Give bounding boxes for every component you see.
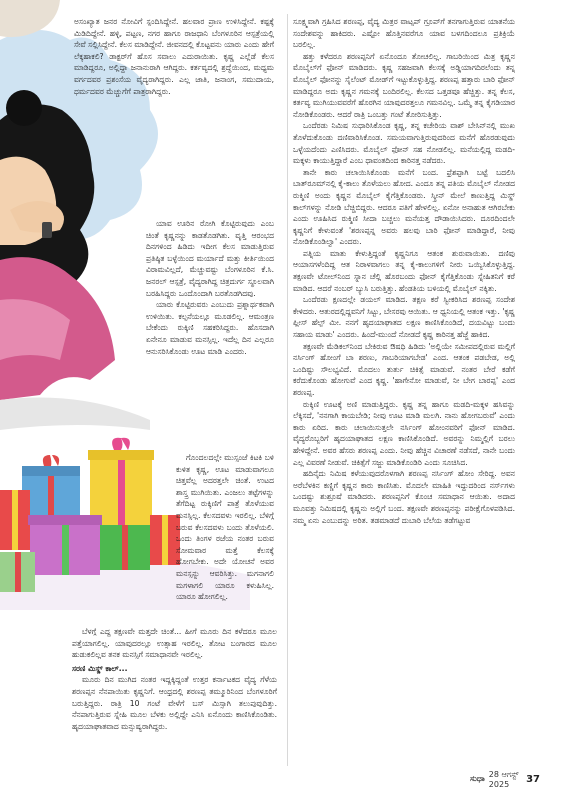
paragraph: ಯಾವ ಊರಿನ ರೋಗಿ ಕೊಟ್ಟಿರುವುದು ಎಂಬ ಚಿಂತೆ ಕೃಷ್ಣನನ್ನು ಕಾಡತೊಡಗಿತು. ವೃತ್ತಿ ಆರಂಭದ ದಿನಗಳಿಂದ ಹಿಡಿದು ಇದೀಗ ಕೆಲಸ ಮಾಡುತ್ತಿರುವ ಪ್ರತಿಷ್ಠಿತ ಬಳ್ಳೆಯಿಂದ ಮರ್ಯಾದೆ ಮತ್ತು ಕೀರ್ತಿಯಿಂದ ವಿರಾಮವಿಲ್ಲದೆ, ಮೆಚ್ಚುವಷ್ಟು ಬೆಂಗಳೂರಿನ ಕೆ.ಸಿ. ಜನರಲ್ ಆಸ್ಪತ್ರೆ, ವೈದ್ಯರಾಗಿದ್ದ ಚಿತ್ರದುರ್ಗ ಸ್ಥೂಲವಾಗಿ ಬರಹಿಸಿದ್ದರು ಒಂದೊಂದಾಗಿ ಬರತೊಡಗಿದವು. [146, 219, 274, 298]
left-column-bottom [72, 626, 277, 732]
page-footer [470, 769, 540, 789]
paragraph: ಹತ್ತು ಕಳೆದರೂ ಶರಣಪ್ಪನಿಗೆ ಏನೊಂದೂ ತೋಚಲಿಲ್ಲ. ಗಾಬರಿಯಿಂದ ಮಿತ್ರ ಕೃಷ್ಣನ ಮೊಬೈಲ್‌ಗೆ ಫೋನ್ ಮಾಡಿದರು. ಕೃಷ್ಣ ಸಹಜವಾಗಿ ಕೆಲಸಕ್ಕೆ ಅಡ್ಡಿಯಾಗದಿರಲೆಂದು ತನ್ನ ಮೊಬೈಲ್ ಫೋನನ್ನು ಸೈಲೆಂಟ್ ಮೋಡ್‌ಗೆ ಇಟ್ಟುಕೊಳ್ಳುತ್ತಿದ್ದ. ಶರಣಪ್ಪ ಹತ್ತಾರು ಬಾರಿ ಫೋನ್ ಮಾಡಿದ್ದರೂ ಅದು ಕೃಷ್ಣನ ಗಮನಕ್ಕೆ ಬಂದಿರಲಿಲ್ಲ. ಕೆಲಸದ ಒತ್ತಡವೂ ಹೆಚ್ಚಿತ್ತು. ತನ್ನ ಕೆಲಸ, ಕರ್ತವ್ಯ ಮುಗಿಯುವವರೆಗೆ ಹೊರಗಿನ ಯಾವುದರತ್ತಲೂ ಗಮನವಿಲ್ಲ. ಒಮ್ಮೆ ತನ್ನ ಕೈಗಡಿಯಾರ ನೋಡಿಕೊಂಡರು. ಆದರೆ ರಾತ್ರಿ ಒಂಬತ್ತು ಗಂಟೆ ತೋರಿಸುತ್ತಿತ್ತು. [293, 51, 515, 119]
man-figure [0, 0, 60, 37]
paragraph: ತಾನೇ ಕಾರು ಚಲಾಯಿಸಿಕೊಂಡು ಮನೆಗೆ ಬಂದ. ಫ್ರೆಶಪ್ಪಾಗಿ ಬಟ್ಟೆ ಬದಲಿಸಿ ಬಾತ್‌ರೂಮ್‌ನಲ್ಲಿ ಕೈ-ಕಾಲು ತೊಳೆಯಲು ಹೋದ. ಎಂದೂ ತನ್ನ ಪತಿಯ ಮೊಬೈಲ್ ನೋಡದ ರುಕ್ಮಿಣಿ ಅಂದು ಕೃಷ್ಣನ ಮೊಬೈಲ್ ಕೈಗೆತ್ತಿಕೊಂಡರು. ಸ್ಕ್ರೀನ್ ಮೇಲೆ ಕಾಣುತ್ತಿದ್ದ ಮಿಸ್ಡ್ ಕಾಲ್‌ಗಳನ್ನು ನೋಡಿ ಬೆಚ್ಚಿಬಿದ್ದರು. ಆದರೂ ಪತಿಗೆ ಹೇಳಲಿಲ್ಲ. ಏನೋ ಅನಾಹುತ ಆಗಿರಬೇಕು ಎಂದು ಊಹಿಸಿದ ರುಕ್ಮಿಣಿ ಸೀದಾ ಬಚ್ಚಲು ಮನೆಯತ್ತ ದೌಡಾಯಿಸಿದರು. ದೂರದಿಂದಲೇ ಕೃಷ್ಣನಿಗೆ ಕೇಳುವಂತೆ 'ಶರಣಪ್ಪನ್ನ ಅವರು ಹಲವು ಬಾರಿ ಫೋನ್ ಮಾಡಿದ್ದಾರೆ, ನೀವು ನೋಡಿಕೊಂಡಿಲ್ವಾ' ಎಂದರು. [293, 167, 515, 247]
left-column-lower [176, 452, 274, 603]
section-subheading: ಸರಣಿ ಮಿಸ್ಡ್ ಕಾಲ್... [72, 663, 128, 673]
paragraph: ಮೂರು ದಿನ ಮುಗಿದ ನಂತರ ಇದ್ದಕ್ಕಿದ್ದಂತೆ ಉತ್ತರ ಕರ್ನಾಟಕದ ವೈದ್ಯ ಗೆಳೆಯ ಶರಣಪ್ಪನ ನೆನಪಾಯಿತು ಕೃಷ್ಣನಿಗೆ. ಆಂಧ್ರದಲ್ಲಿ ಶರಣಪ್ಪ ತಮ್ಮೂರಿನಿಂದ ಬೆಂಗಳೂರಿಗೆ ಬರುತ್ತಿದ್ದರು. ರಾತ್ರಿ 10 ಗಂಟೆ ವೇಳೆಗೆ ಬಸ್ ಮಿಸ್ಸಾಗಿ ತಲುಪುವುದಿತ್ತು. ನೆನಪಾಗುತ್ತಿರುವ ಸ್ನೇಹಿ ಮೂಲ ಬೆಳಕು ಅಲ್ಲಿದ್ದೇ ಎನಿಸಿ ಏನೊಂದು ಕಾಣಿಸಿಕೊಂಡಿತು. ಹೃದಯಾಘಾತವಾದ ಮನ್ಸುಷ್ಯರಾಗಿದ್ದರು. [72, 675, 277, 731]
paragraph: ಒಂದೆರಡು ಕ್ಷಣದಲ್ಲೇ ಡಯಲ್ ಮಾಡಿದ. ತಕ್ಷಣ ಕರೆ ಸ್ವೀಕರಿಸಿದ ಶರಣಪ್ಪ ಸಂದೇಶ ಕೇಳಿದರು. ಆತುರದಲ್ಲಿದ್ದವನಿಗೆ ಸಿಟ್ಟು, ಬೇಸರವು ಆಯಿತು. ಆ ಧ್ವನಿಯಲ್ಲಿ ಆತಂಕ ಇತ್ತು. 'ಕೃಷ್ಣ ಪ್ಲೀಸ್ ಹೆಲ್ಪ್ ಮೀ. ನನಗೆ ಹೃದಯಾಘಾತದ ಲಕ್ಷಣ ಕಾಣಿಸಿಕೊಂಡಿದೆ, ದಯವಿಟ್ಟು ಬಂದು ಸಹಾಯ ಮಾಡು' ಎಂದರು. ಹಿಂದೆ-ಮುಂದೆ ನೋಡದೆ ಕೃಷ್ಣ ಕಾರಿನತ್ತ ಹೆಜ್ಜೆ ಹಾಕಿದ. [293, 295, 515, 340]
left-column-top [74, 16, 274, 97]
paragraph: ಗೊಂದಲದಲ್ಲೇ ಮುಸ್ಸಂಜೆ ಕಿಟಕಿ ಬಳಿ ಕುಳಿತ ಕೃಷ್ಣ, ಊಟ ಮಾಡುವಾಗಲೂ ಚಿತ್ತವೆಲ್ಲ ಅದರತ್ತಲೇ ಚಿಂತೆ. ಉಟದ ಶಾಸ್ತ್ರ ಮುಗಿಯಿತು. ಎಂಜಲು ತಟ್ಟೆಗಳನ್ನು ತೆಗೆದಿಟ್ಟ ರುಕ್ಕಿಣಿಗೆ ಪಾತ್ರೆ ತೊಳೆಯುವ ಮನಸ್ಸಿಲ್ಲ. ಕೆಲಸದವಳು ಇರಲಿಲ್ಲ. ಬೆಳಿಗ್ಗೆ ಬರುವ ಕೆಲಸದವಳು ಬಂದು ತೊಳೆಯಲಿ. ಒಂದು ತಿಂಗಳ ರಜೆಯ ನಂತರ ಬರುವ ಸೋಮವಾರ ಮತ್ತೆ ಕೆಲಸಕ್ಕೆ ಹೋಗಬೇಕು. ಅದೇ ಯೋಚನೆ ಅವರ ಮನಸ್ಸನ್ನು ಆವರಿಸಿತ್ತು. ಮಗನಾಗಲಿ ಮಗಳಾಗಲಿ ಯಾರೂ ಕಳುಹಿಸಿಲ್ಲ. ಯಾರೂ ಹೋಗಲಿಲ್ಲ. [176, 453, 274, 602]
hair-bun [6, 90, 42, 126]
paragraph: ಯಾರು ಕೊಟ್ಟಿರುವರು ಎಂಬುದು ಪ್ರಶ್ನಾರ್ಥಕವಾಗಿ ಉಳಿಯಿತು. ಕಲ್ಪನೆಯಲ್ಲೂ ಮೂಡಲಿಲ್ಲ. ಆಮಂತ್ರಣ ಬೇಕೆಂದು ರುಕ್ಕಿಣಿ ಸಹಕರಿಸಿದ್ದರು. ಹೊಸದಾಗಿ ಏನೇನೂ ಮಾಡುವ ಮನಸ್ಸಿಲ್ಲ. ಇದೆಲ್ಲ ದಿನ ಎಲ್ಲರೂ ಆನುಸರಿಸಿಕೊಂಡು ಊಟ ಮಾಡಿ ಎಂದರು. [146, 300, 274, 356]
issue-date: 28 ಆಗಸ್ಟ್ 2025 [488, 769, 519, 789]
paragraph: ರುಕ್ಕಿಣಿ ಊಟಕ್ಕೆ ಅಣಿ ಮಾಡುತ್ತಿದ್ದರು. ಕೃಷ್ಣ ತನ್ನ ಹಾಗೂ ಮಡದಿ-ಮಕ್ಕಳ ಹಸಿವನ್ನು ಲೆಕ್ಕಿಸದೆ, 'ನನಗಾಗಿ ಕಾಯಬೇಡಿ; ನೀವು ಊಟ ಮಾಡಿ ಮಲಗಿ. ನಾನು ಹೋಗಬರುವೆ' ಎಂದು ಕಾರು ಏರಿದ. ಕಾರು ಚಲಾಯಿಸುತ್ತಲೇ ನರ್ಸಿಂಗ್ ಹೋಂನವರಿಗೆ ಫೋನ್ ಮಾಡಿದ. ವೈದ್ಯರೊಬ್ಬರಿಗೆ ಹೃದಯಾಘಾತದ ಲಕ್ಷಣ ಕಾಣಿಸಿಕೊಂಡಿದೆ. ಅವರನ್ನು ನಿಮ್ಮಲ್ಲಿಗೆ ಬರಲು ಹೇಳಿದ್ದೇನೆ. ಅವರ ಹೆಸರು ಶರಣಪ್ಪ ಎಂದು. ನೀವು ಹೆಚ್ಚಿನ ವಿಚಾರಣೆ ನಡೆಸದೆ, ನಾನೇ ಬಂದು ಎಲ್ಲ ವಿವರಣೆ ನೀಡುವೆ. ಚಿಕಿತ್ಸೆಗೆ ಸಜ್ಜು ಮಾಡಿಕೊಂಡಿರಿ ಎಂದು ಸೂಚಿಸಿದ. [293, 399, 515, 467]
paragraph: ಪತ್ನಿಯ ಮಾತು ಕೇಳುತ್ತಿದ್ದಂತೆ ಕೃಷ್ಣನಿಗೂ ಆತಂಕ ಶುರುವಾಯಿತು. ದಣಿವು ಆಯಾಸಗಳೆಂದಿದ್ದ ಆತ ನಿರಾಳವಾಗಲು ತನ್ನ ಕೈ-ಕಾಲುಗಳಿಗೆ ನೀರು ಒಯ್ಯಿಸಿಕೊಳ್ಳುತ್ತಿದ್ದ. ತಕ್ಷಣವೇ ಟೋಲ್‌ನಿಂದ ಸ್ನಾನ ಚೆಲ್ಲಿ ಹೊರಬಂದು ಫೋನ್ ಕೈಗೆತ್ತಿಕೊಂಡು ಸ್ನೇಹಿತನಿಗೆ ಕರೆ ಮಾಡಿದ. ಆದರೆ ನಂಬರ್‌ ಬ್ಯುಸಿ ಬರುತ್ತಿತ್ತು. ಹೆಂಡತಿಯ ಬಳಿಯಲ್ಲಿ ಮೊಬೈಲ್ ನಕ್ಕಿತು. [293, 248, 515, 293]
left-column-middle [146, 218, 274, 357]
paragraph: ಒಂದೆರಡು ನಿಮಿಷ ಸುಧಾರಿಸಿಕೊಂಡ ಕೃಷ್ಣ, ತನ್ನ ಕಚೇರಿಯ ವಾಶ್ ಬೇಸಿನ್‌ನಲ್ಲಿ ಮುಖ ತೊಳೆದುಕೊಂಡು ದಣಿವಾರಿಸಿಕೊಂಡ. ಸಮಯವಾಗುತ್ತಿರುವುದರಿಂದ ಮನೆಗೆ ಹೊರಡುವುದು ಒಳ್ಳೆಯದೆಂದು ಎಣಿಸಿದರು. ಮೊಬೈಲ್ ಫೋನ್ ಸಹ ನೋಡಲಿಲ್ಲ. ಮನೆಯಲ್ಲಿದ್ದ ಮಡದಿ-ಮಕ್ಕಳು ಕಾಯುತ್ತಿದ್ದಾರೆ ಎಂಬ ಧಾವಂತದಿಂದ ಕಾರಿನತ್ತ ನಡೆದರು. [293, 121, 515, 166]
paragraph: ತಕ್ಷಣವೇ ಮೆಡಿಕಲ್‌ನಿಂದ ಬೇಕಿರುವ ಔಷಧಿ ಹಿಡಿದು 'ಅಲ್ಲಿಯೇ ಸಮೀಪದಲ್ಲಿರುವ ಮಲ್ಲಿಗೆ ನರ್ಸಿಂಗ್ ಹೋಂಗೆ ಬಾ ಶರಣು, ಗಾಬರಿಯಾಗಬೇಡ' ಎಂದ. ಆತಂಕ ಪಡಬೇಡ, ಅಲ್ಲಿ ಒಂದಿಷ್ಟು ಸೌಲಭ್ಯವಿದೆ. ಮೊದಲು ತುರ್ತು ಚಿಕಿತ್ಸೆ ಮಾಡುವೆ. ನಂತರ ಬೇರೆ ಕಡೆಗೆ ಕರೆದುಕೊಂಡು ಹೋಗುವೆ ಎಂದ ಕೃಷ್ಣ. 'ಹಾಗೇನೋ ಮಾಡುವೆ, ನೀ ಬೇಗ ಬಾರಪ್ಪ' ಎಂದ ಶರಣಪ್ಪ. [293, 341, 515, 397]
paragraph: ಅಸಂಖ್ಯಾತ ಜನರ ನೋವಿಗೆ ಸ್ಪಂದಿಸಿದ್ದೇನೆ. ಹಲವಾರ ಪ್ರಾಣ ಉಳಿಸಿದ್ದೇನೆ. ಕಷ್ಟಕ್ಕೆ ಮಿಡಿದಿದ್ದೇನೆ. ಹಳ್ಳಿ, ಪಟ್ಟಣ, ನಗರ ಹಾಗೂ ರಾಜಧಾನಿ ಬೆಂಗಳೂರಿನ ಆಸ್ಪತ್ರೆಯಲ್ಲಿ ಸೇವೆ ಸಲ್ಲಿಸಿದ್ದೇನೆ. ಕೆಲಸ ಮಾಡಿದ್ದೇನೆ. ಜೀವನದಲ್ಲಿ ಕೊಟ್ಟವನು ಯಾರು ಎಂದು ಹೇಗೆ ಲೆಕ್ಕಹಾಕಲಿ? ಡಾಕ್ಟರ್‌ಗೆ ಹೊಸ ಸವಾಲು ಎದುರಾಯಿತು. ಕೃಷ್ಣ ಎಲ್ಲೆಡೆ ಕೆಲಸ ಮಾಡಿದ್ದರೂ, ಅಲ್ಲಿದ್ದಾ ಜನಾನುರಾಗಿ ಆಗಿದ್ದರು. ಕರ್ತವ್ಯದಲ್ಲಿ ಶ್ರದ್ಧೆಯಿಂದ, ಮಧ್ಯಮ ವರ್ಗದವರ ಪ್ರಶಂಸೆಯ ವೈದ್ಯರಾಗಿದ್ದರು. ಎಲ್ಲ ಜಾತಿ, ಜನಾಂಗ, ಸಮುದಾಯ, ಧರ್ಮದವರ ಮೆಚ್ಚುಗೆಗೆ ಪಾತ್ರರಾಗಿದ್ದರು. [74, 17, 274, 96]
page-number: 37 [526, 773, 540, 785]
paragraph: ಹದಿನೈದು ನಿಮಿಷ ಕಳೆಯುವುದರೊಳಗಾಗಿ ಶರಣಪ್ಪ ನರ್ಸಿಂಗ್ ಹೋಂ ಸೇರಿದ್ದ. ಅವನ ಅರೆಬೆಳಕಿನ ಕಣ್ಣಿಗೆ ಕೃಷ್ಣನ ಕಾರು ಕಾಣಿಸಿತು. ಮೊದಲೇ ಮಾಹಿತಿ ಇದ್ದುದರಿಂದ ನರ್ಸ್‌ಗಳು ಒಂದಷ್ಟು ಶುಶ್ರೂಷೆ ಮಾಡಿದರು. ಶರಣಪ್ಪನಿಗೆ ಕೊಂಚ ಸಮಾಧಾನ ಆಯಿತು. ಅದಾದ ಮೂವತ್ತು ನಿಮಿಷದಲ್ಲಿ ಕೃಷ್ಣನು ಅಲ್ಲಿಗೆ ಬಂದ. ತಕ್ಷಣವೇ ಶರಣಪ್ಪನನ್ನು ಪರೀಕ್ಷೆಗೊಳಪಡಿಸಿದ. ನಮ್ಮ ಏನು ಎಂಬುದನ್ನು ಅರಿತ. ತಡಮಾಡದೆ ದುಬಾರಿ ಬೆಲೆಯ ತಡೆಗಟ್ಟುವ [293, 469, 515, 525]
column-divider [287, 14, 288, 766]
paragraph: ಸೂಕ್ಷ್ಮವಾಗಿ ಗ್ರಹಿಸಿದ ಶರಣಪ್ಪ, ವೈದ್ಯ ಮಿತ್ರರ ವಾಟ್ಸಪ್ ಗ್ರೂಪ್‌ಗೆ ತನಗಾಗುತ್ತಿರುವ ಯಾತನೆಯ ಸಂದೇಶವನ್ನು ಹಾಕಿದರು. ಎಷ್ಟೋ ಹೊತ್ತಿನವರೆಗೂ ಯಾವ ಬಳಗದಿಂದಲೂ ಪ್ರತಿಕ್ರಿಯೆ ಬರಲಿಲ್ಲ. [293, 17, 515, 50]
right-column [293, 16, 515, 526]
paragraph: ಬೆಳಗ್ಗೆ ಎದ್ದ ತಕ್ಷಣವೇ ಮತ್ತದೇ ಚಿಂತೆ... ಹೀಗೆ ಮೂರು ದಿನ ಕಳೆದರೂ ಮೂಲ ಪತ್ತೆಯಾಗಲಿಲ್ಲ. ಯಾವುದರಲ್ಲೂ ಉತ್ಸಾಹ ಇರಲಿಲ್ಲ. ತೋಟ ಬಂಗಾರದ ಮೂಲ ಹುಡುಕಲಿಲ್ಲವ ತನಕ ಮನಸ್ಸಿಗೆ ಸಮಾಧಾನವೇ ಇರಲಿಲ್ಲ. [72, 627, 277, 660]
magazine-name: ಸುಧಾ [470, 774, 485, 783]
